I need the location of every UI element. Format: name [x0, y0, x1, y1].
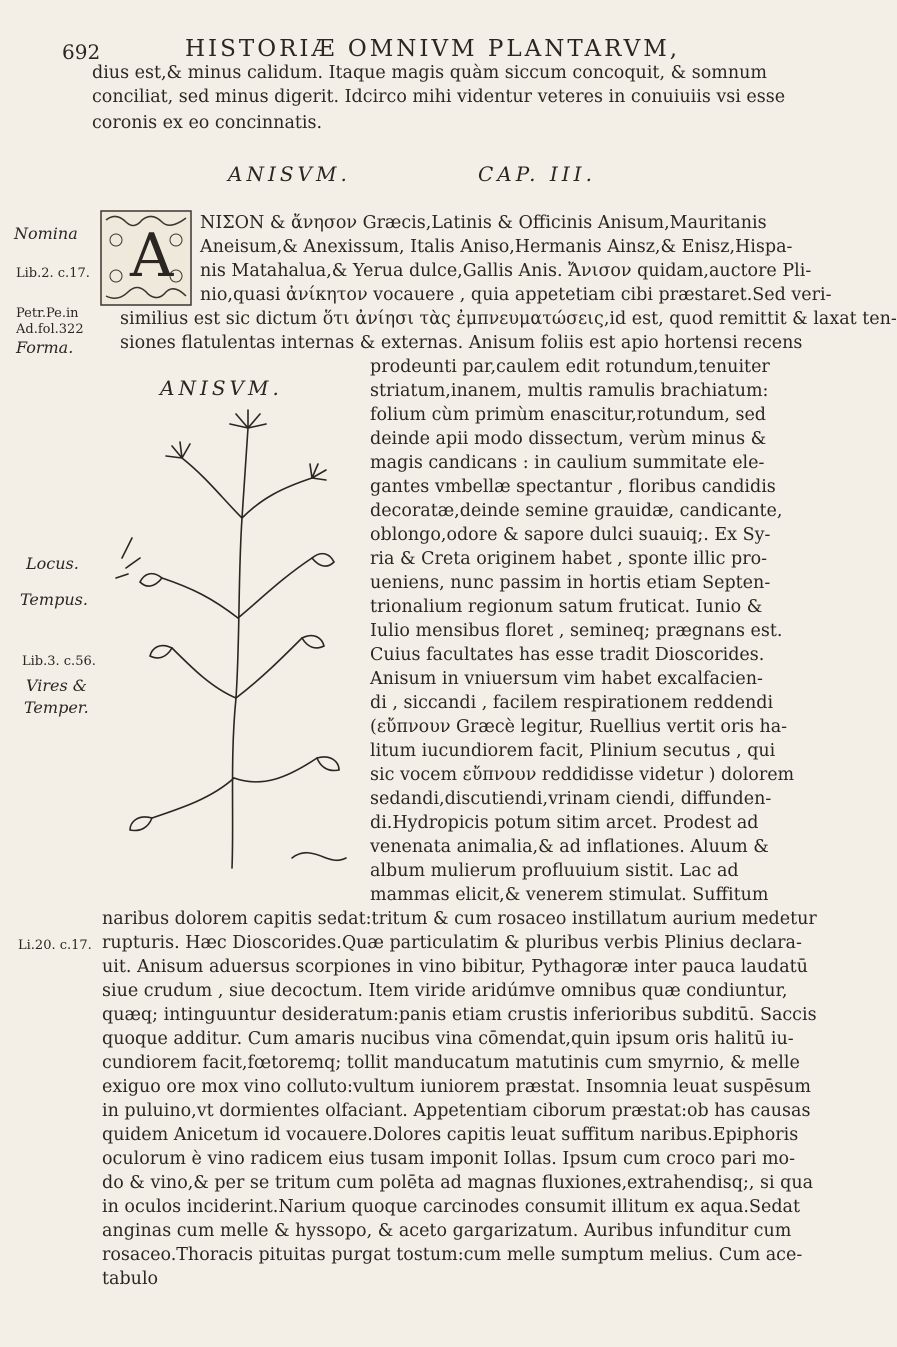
text-line: cundiorem facit,fœtoremq; tollit manducatum matutinis cum smyrnio, & melle: [102, 1053, 800, 1073]
margin-note: Locus.: [26, 554, 79, 573]
text-line: naribus dolorem capitis sedat:tritum & cum rosaceo instillatum aurium medetur: [102, 909, 817, 929]
text-line: rupturis. Hæc Dioscorides.Quæ particulatim & pluribus verbis Plinius declara-: [102, 933, 802, 953]
text-line: quidem Anicetum id vocauere.Dolores capitis leuat suffitum naribus.Epiphoris: [102, 1125, 799, 1145]
text-line: sic vocem εὔπνουν reddidisse videtur ) dolorem: [370, 765, 795, 785]
text-line: magis candicans : in caulium summitate ele-: [370, 453, 765, 473]
margin-note: Lib.2. c.17.: [16, 266, 90, 281]
margin-note: Nomina: [14, 224, 78, 243]
page-number: 692: [62, 40, 101, 64]
text-line: mammas elicit,& venerem stimulat. Suffitum: [370, 885, 769, 905]
text-line: gantes vmbellæ spectantur , floribus candidis: [370, 477, 776, 497]
text-line: in oculos inciderint.Narium quoque carcinodes consumit illitum ex aqua.Sedat: [102, 1197, 801, 1217]
text-line: litum iucundiorem facit, Plinium secutus , qui: [370, 741, 776, 761]
text-line: do & vino,& per se tritum cum polēta ad magnas fluxiones,extrahendisq;, si qua: [102, 1173, 814, 1193]
text-line: folium cùm primùm enascitur,rotundum, sed: [370, 405, 767, 425]
margin-note: Li.20. c.17.: [18, 938, 92, 953]
running-title: HISTORIÆ OMNIVM PLANTARVM,: [185, 36, 681, 62]
text-line: Cuius facultates has esse tradit Dioscorides.: [370, 645, 765, 665]
chapter-title: ANISVM.: [228, 162, 351, 186]
margin-note: Temper.: [24, 698, 89, 717]
text-line: decoratæ,deinde semine grauidæ, candicante,: [370, 501, 783, 521]
text-line: oculorum è vino radicem eius tusam imponit Iollas. Ipsum cum croco pari mo-: [102, 1149, 795, 1169]
margin-note: Ad.fol.322: [16, 322, 84, 337]
margin-note: Petr.Pe.in: [16, 306, 79, 321]
text-line: prodeunti par,caulem edit rotundum,tenuiter: [370, 357, 770, 377]
text-line: NIΣΟΝ & ἄνησον Græcis,Latinis & Officinis Anisum,Mauritanis: [200, 213, 767, 233]
text-line: sedandi,discutiendi,vrinam ciendi, diffunden-: [370, 789, 772, 809]
text-line: (εὔπνουν Græcè legitur, Ruellius vertit oris ha-: [370, 717, 788, 737]
text-line: conciliat, sed minus digerit. Idcirco mihi videntur veteres in conuiuiis vsi esse: [92, 87, 786, 107]
text-line: uit. Anisum aduersus scorpiones in vino bibitur, Pythagoræ inter pauca laudatū: [102, 957, 808, 977]
text-line: deinde apii modo dissectum, verùm minus &: [370, 429, 767, 449]
text-line: oblongo,odore & sapore dulci suauiq;. Ex Sy-: [370, 525, 771, 545]
initial-letter: A: [130, 221, 174, 291]
margin-note: Vires &: [26, 676, 88, 695]
text-line: siue crudum , siue decoctum. Item viride aridúmve omnibus quæ condiuntur,: [102, 981, 788, 1001]
text-line: siones flatulentas internas & externas. Anisum foliis est apio hortensi recens: [120, 333, 803, 353]
text-line: coronis ex eo concinnatis.: [92, 113, 323, 133]
text-line: Anisum in vniuersum vim habet excalfacien-: [370, 669, 763, 689]
text-line: venenata animalia,& ad inflationes. Aluum &: [370, 837, 769, 857]
chapter-number: CAP. III.: [478, 162, 596, 186]
text-line: Aneisum,& Anexissum, Italis Aniso,Hermanis Ainsz,& Enisz,Hispa-: [200, 237, 793, 257]
text-line: striatum,inanem, multis ramulis brachiatum:: [370, 381, 769, 401]
figure-caption: ANISVM.: [160, 376, 283, 400]
margin-note: Forma.: [16, 338, 74, 357]
text-line: di.Hydropicis potum sitim arcet. Prodest ad: [370, 813, 759, 833]
text-line: quæq; intinguuntur desideratum:panis etiam crustis inferioribus subditū. Saccis: [102, 1005, 817, 1025]
text-line: similius est sic dictum ὅτι ἀνίησι τὰς ἐμπνευματώσεις,id est, quod remittit & laxat ten-: [120, 309, 897, 329]
text-line: trionalium regionum satum fruticat. Iunio &: [370, 597, 763, 617]
text-line: ueniens, nunc passim in hortis etiam Septen-: [370, 573, 771, 593]
text-line: ria & Creta originem habet , sponte illic pro-: [370, 549, 768, 569]
text-line: rosaceo.Thoracis pituitas purgat tostum:cum melle sumptum melius. Cum ace-: [102, 1245, 803, 1265]
decorated-initial: [100, 210, 192, 306]
margin-note: Lib.3. c.56.: [22, 654, 96, 669]
text-line: album mulierum profluuium sistit. Lac ad: [370, 861, 739, 881]
text-line: di , siccandi , facilem respirationem reddendi: [370, 693, 774, 713]
text-line: tabulo: [102, 1269, 159, 1289]
text-line: quoque additur. Cum amaris nucibus vina cōmendat,quin ipsum oris halitū iu-: [102, 1029, 794, 1049]
text-line: dius est,& minus calidum. Itaque magis quàm siccum concoquit, & somnum: [92, 63, 767, 83]
text-line: nio,quasi ἀνίκητον vocauere , quia appetetiam cibi præstaret.Sed veri-: [200, 285, 832, 305]
text-line: in puluino,vt dormientes olfaciant. Appetentiam ciborum præstat:ob has causas: [102, 1101, 811, 1121]
text-line: exiguo ore mox vino colluto:vultum iuniorem præstat. Insomnia leuat suspēsum: [102, 1077, 811, 1097]
margin-note: Tempus.: [20, 590, 88, 609]
text-line: nis Matahalua,& Yerua dulce,Gallis Anis. Ἄνισον quidam,auctore Pli-: [200, 261, 812, 281]
text-line: anginas cum melle & hyssopo, & aceto gargarizatum. Auribus infunditur cum: [102, 1221, 792, 1241]
anise-plant-illustration: [112, 398, 352, 878]
text-line: Iulio mensibus floret , semineq; prægnans est.: [370, 621, 783, 641]
